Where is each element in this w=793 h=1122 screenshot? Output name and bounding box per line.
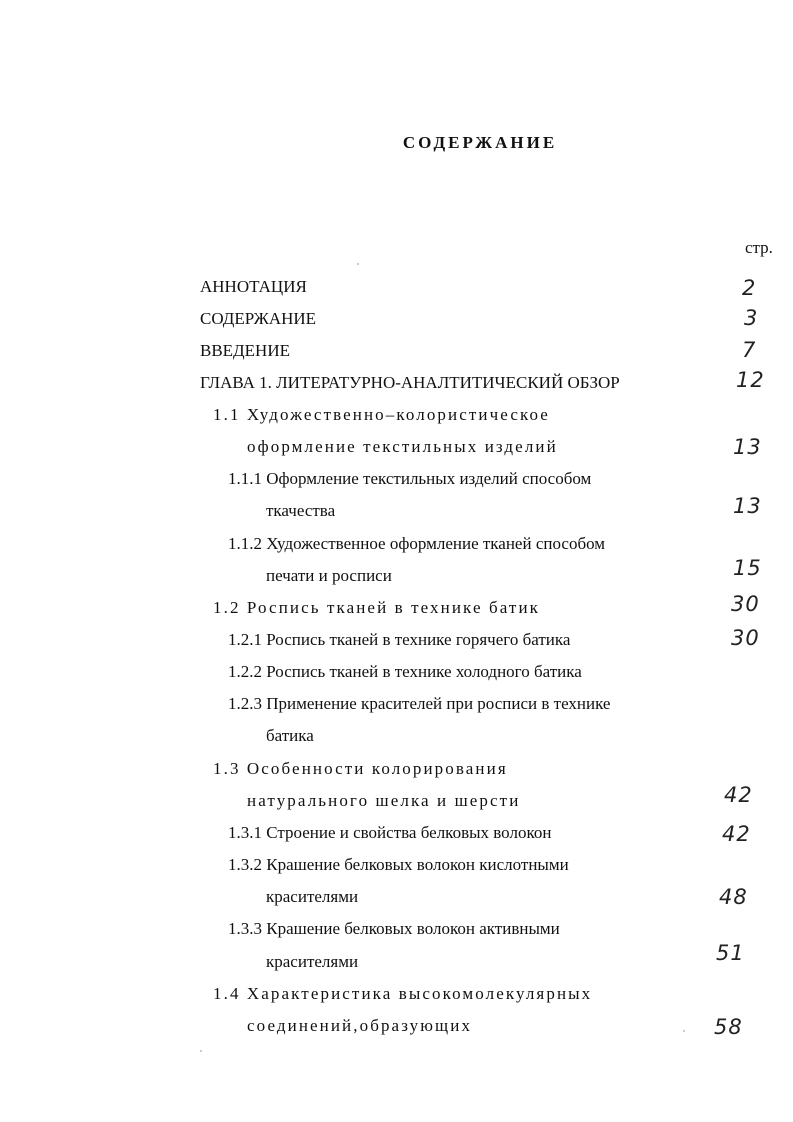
toc-entry-1-2-2: 1.2.2 Роспись тканей в технике холодного батика	[228, 662, 582, 681]
toc-entry-1-1-2-line2: печати и росписи	[266, 566, 392, 585]
scan-speck	[357, 263, 359, 265]
toc-page-1-1-2: 15	[733, 556, 762, 580]
toc-entry-1-1-line2: оформление текстильных изделий	[247, 437, 558, 456]
toc-entry-1-3-line2: натурального шелка и шерсти	[247, 791, 521, 810]
toc-page-1-1-1: 13	[733, 494, 762, 518]
toc-entry-contents: СОДЕРЖАНИЕ	[200, 309, 317, 328]
scan-speck	[683, 1030, 685, 1032]
toc-page-1-4: 58	[714, 1015, 743, 1039]
toc-entry-1-3-2-line1: 1.3.2 Крашение белковых волокон кислотными	[228, 855, 569, 874]
toc-entry-1-3-line1: 1.3 Особенности колорирования	[213, 759, 508, 778]
page-title: СОДЕРЖАНИЕ	[402, 133, 558, 152]
toc-page-1-3: 42	[724, 783, 753, 807]
toc-page-contents: 3	[744, 306, 759, 330]
toc-entry-1-4-line1: 1.4 Характеристика высокомолекулярных	[213, 984, 593, 1003]
toc-entry-1-2-3-line1: 1.2.3 Применение красителей при росписи в технике	[228, 694, 611, 713]
scan-speck	[200, 1050, 202, 1052]
toc-entry-1-4-line2: соединений,образующих	[247, 1016, 473, 1035]
toc-page-1-2: 30	[731, 592, 760, 616]
toc-entry-1-3-2-line2: красителями	[266, 887, 359, 906]
toc-page-1-1: 13	[733, 435, 762, 459]
toc-page-introduction: 7	[742, 338, 757, 362]
toc-entry-1-1-1-line2: ткачества	[266, 501, 336, 520]
toc-entry-introduction: ВВЕДЕНИЕ	[200, 341, 290, 360]
toc-entry-1-2: 1.2 Роспись тканей в технике батик	[213, 598, 541, 617]
toc-entry-1-3-3-line1: 1.3.3 Крашение белковых волокон активными	[228, 919, 560, 938]
toc-entry-1-1-2-line1: 1.1.2 Художественное оформление тканей способом	[228, 534, 606, 553]
toc-entry-1-2-3-line2: батика	[266, 726, 314, 745]
toc-entry-annotation: АННОТАЦИЯ	[200, 277, 307, 296]
toc-entry-1-3-1: 1.3.1 Строение и свойства белковых волокон	[228, 823, 552, 842]
toc-page-1-3-3: 51	[716, 941, 745, 965]
toc-page-1-2-1: 30	[731, 626, 760, 650]
toc-page-annotation: 2	[742, 276, 757, 300]
toc-entry-1-2-1: 1.2.1 Роспись тканей в технике горячего батика	[228, 630, 571, 649]
toc-entry-1-3-3-line2: красителями	[266, 952, 359, 971]
toc-page-1-3-1: 42	[722, 822, 751, 846]
toc-entry-1-1-line1: 1.1 Художественно–колористическое	[213, 405, 550, 424]
toc-page-1-3-2: 48	[719, 885, 748, 909]
toc-entry-1-1-1-line1: 1.1.1 Оформление текстильных изделий способом	[228, 469, 592, 488]
toc-entry-chapter-1: ГЛАВА 1. ЛИТЕРАТУРНО-АНАЛТИТИЧЕСКИЙ ОБЗОР	[200, 373, 620, 392]
toc-page-chapter-1: 12	[736, 368, 765, 392]
page-column-label: стр.	[745, 238, 773, 257]
